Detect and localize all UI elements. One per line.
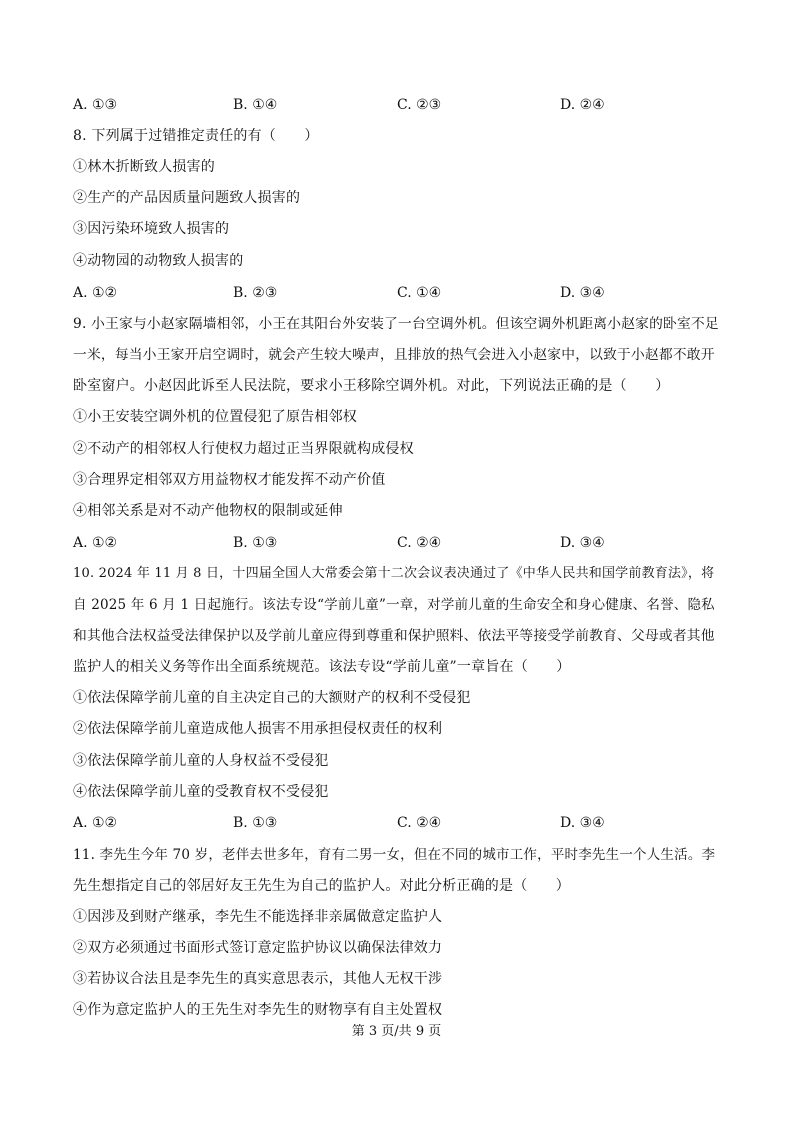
q10-option-d: D. ③④ bbox=[560, 815, 605, 831]
q9-option-b: B. ①③ bbox=[233, 535, 278, 551]
q7-option-d: D. ②④ bbox=[560, 97, 605, 113]
q7-option-b: B. ①④ bbox=[233, 97, 278, 113]
q9-item-3: ③合理界定相邻双方用益物权才能发挥不动产价值 bbox=[73, 472, 386, 488]
q10-option-a: A. ①② bbox=[73, 815, 118, 831]
q9-stem-line-1: 9. 小王家与小赵家隔墙相邻，小王在其阳台外安装了一台空调外机。但该空调外机距离小赵家的卧室不足 bbox=[73, 316, 719, 332]
q9-option-c: C. ②④ bbox=[397, 535, 442, 551]
q8-option-b: B. ②③ bbox=[233, 285, 278, 301]
q10-item-1: ①依法保障学前儿童的自主决定自己的大额财产的权利不受侵犯 bbox=[73, 690, 471, 706]
q11-item-4: ④作为意定监护人的王先生对李先生的财物享有自主处置权 bbox=[73, 1002, 443, 1018]
q10-item-3: ③依法保障学前儿童的人身权益不受侵犯 bbox=[73, 753, 329, 769]
q7-options bbox=[73, 97, 723, 113]
q8-item-3: ③因污染环境致人损害的 bbox=[73, 221, 230, 237]
q10-item-4: ④依法保障学前儿童的受教育权不受侵犯 bbox=[73, 784, 329, 800]
q10-stem-line-1: 10. 2024 年 11 月 8 日，十四届全国人大常委会第十二次会议表决通过了《中华人民共和国学前教育法》，将 bbox=[73, 566, 715, 581]
q10-item-2: ②依法保障学前儿童造成他人损害不用承担侵权责任的权利 bbox=[73, 721, 443, 737]
q8-item-4: ④动物园的动物致人损害的 bbox=[73, 253, 244, 269]
q10-option-b: B. ①③ bbox=[233, 815, 278, 831]
q8-item-2: ②生产的产品因质量问题致人损害的 bbox=[73, 190, 301, 206]
q9-option-a: A. ①② bbox=[73, 535, 118, 551]
q10-options bbox=[73, 815, 723, 831]
q7-option-c: C. ②③ bbox=[397, 97, 442, 113]
q9-option-d: D. ③④ bbox=[560, 535, 605, 551]
q10-stem-line-4: 监护人的相关义务等作出全面系统规范。该法专设“学前儿童”一章旨在（ ） bbox=[73, 659, 571, 675]
q11-item-1: ①因涉及到财产继承，李先生不能选择非亲属做意定监护人 bbox=[73, 909, 443, 925]
q9-stem-line-3: 卧室窗户。小赵因此诉至人民法院，要求小王移除空调外机。对此，下列说法正确的是（ ） bbox=[73, 378, 670, 394]
q8-item-1: ①林木折断致人损害的 bbox=[73, 159, 215, 175]
q11-stem-line-2: 先生想指定自己的邻居好友王先生为自己的监护人。对此分析正确的是（ ） bbox=[73, 878, 570, 894]
q9-item-4: ④相邻关系是对不动产他物权的限制或延伸 bbox=[73, 503, 343, 519]
q8-options bbox=[73, 285, 723, 301]
q9-options bbox=[73, 535, 723, 551]
q8-option-a: A. ①② bbox=[73, 285, 118, 301]
q10-stem-line-3: 和其他合法权益受法律保护以及学前儿童应得到尊重和保护照料、依法平等接受学前教育、父母或者其他 bbox=[73, 628, 715, 644]
q7-option-a: A. ①③ bbox=[73, 97, 118, 113]
q10-option-c: C. ②④ bbox=[397, 815, 442, 831]
q11-item-2: ②双方必须通过书面形式签订意定监护协议以确保法律效力 bbox=[73, 940, 443, 956]
q9-item-1: ①小王安装空调外机的位置侵犯了原告相邻权 bbox=[73, 409, 357, 425]
q8-option-c: C. ①④ bbox=[397, 285, 442, 301]
q11-item-3: ③若协议合法且是李先生的真实意思表示，其他人无权干涉 bbox=[73, 971, 443, 987]
q8-stem: 8. 下列属于过错推定责任的有（ ） bbox=[73, 128, 319, 144]
page-footer: 第 3 页/共 9 页 bbox=[351, 1024, 442, 1039]
q8-option-d: D. ③④ bbox=[560, 285, 605, 301]
q9-item-2: ②不动产的相邻权人行使权力超过正当界限就构成侵权 bbox=[73, 441, 414, 457]
q10-stem-line-2: 自 2025 年 6 月 1 日起施行。该法专设“学前儿童”一章，对学前儿童的生命安全和身心健康、名誉、隐私 bbox=[73, 597, 715, 613]
q11-stem-line-1: 11. 李先生今年 70 岁，老伴去世多年，育有二男一女，但在不同的城市工作，平时李先生一个人生活。李 bbox=[73, 847, 716, 863]
q9-stem-line-2: 一米，每当小王家开启空调时，就会产生较大噪声，且排放的热气会进入小赵家中，以致于小赵都不敢开 bbox=[73, 347, 715, 363]
